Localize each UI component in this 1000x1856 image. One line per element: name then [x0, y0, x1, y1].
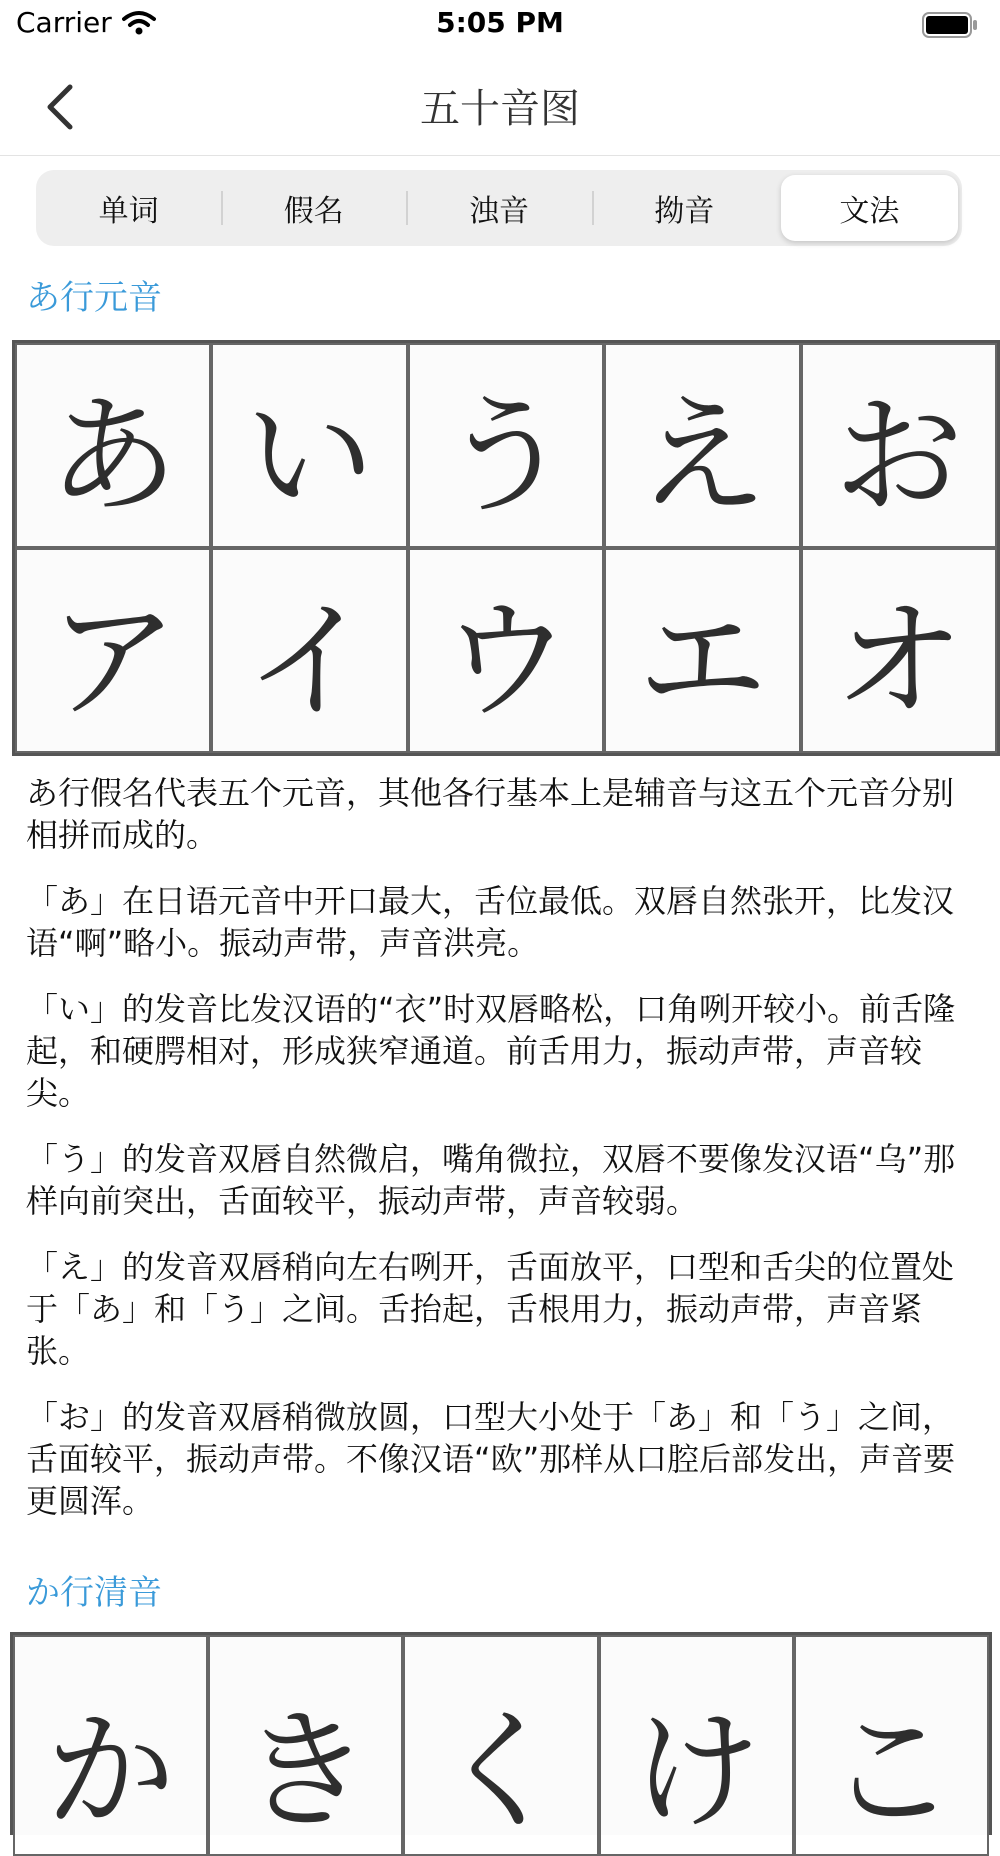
tab-words[interactable]: 单词: [98, 194, 159, 229]
section-title-a-row: あ行元音: [26, 278, 162, 318]
kana-cell: [403, 1635, 598, 1856]
kana-cell: [208, 1635, 403, 1856]
kana-char: く: [435, 1695, 566, 1847]
kana-char: イ: [244, 585, 375, 737]
kana-cell: [408, 343, 604, 548]
page-title: 五十音图: [420, 86, 580, 132]
kana-cell: [211, 343, 407, 548]
tab-youon[interactable]: 拗音: [596, 175, 773, 241]
tab-grammar[interactable]: 文法: [781, 175, 958, 241]
explanation-text: [26, 772, 956, 1546]
tab-voiced[interactable]: 浊音: [410, 175, 587, 241]
tab-kana[interactable]: 假名: [225, 175, 402, 241]
kana-char: け: [631, 1695, 762, 1847]
kana-cell: [604, 343, 800, 548]
kana-char: オ: [833, 585, 964, 737]
kana-char: え: [637, 380, 768, 532]
kana-cell: [15, 343, 211, 548]
kana-cell: [408, 548, 604, 753]
kana-cell: [211, 548, 407, 753]
paragraph: 「あ」在日语元音中开口最大，舌位最低。双唇自然张开，比发汉语“啊”略小。振动声带，声音洪亮。: [26, 882, 955, 962]
kana-stroke-chart-ka-row: [10, 1632, 992, 1847]
kana-char: い: [244, 380, 375, 532]
paragraph: 「い」的发音比发汉语的“衣”时双唇略松，口角咧开较小。前舌隆起，和硬腭相对，形成狭窄通道。前舌用力，振动声带，声音较尖。: [26, 990, 956, 1112]
paragraph: あ行假名代表五个元音，其他各行基本上是辅音与这五个元音分别相拼而成的。: [26, 774, 955, 854]
kana-char: う: [440, 380, 571, 532]
kana-cell: [599, 1635, 794, 1856]
paragraph: 「お」的发音双唇稍微放圆，口型大小处于「あ」和「う」之间，舌面较平，振动声带。不像汉语“欧”那样从口腔后部发出，声音要更圆浑。: [26, 1398, 956, 1520]
kana-char: お: [833, 380, 964, 532]
battery-icon: [922, 12, 978, 42]
kana-char: あ: [48, 380, 179, 532]
paragraph: 「え」的发音双唇稍向左右咧开，舌面放平，口型和舌尖的位置处于「あ」和「う」之间。舌抬起，舌根用力，振动声带，声音紧张。: [26, 1248, 955, 1370]
kana-cell: [801, 548, 997, 753]
kana-char: か: [45, 1695, 176, 1847]
kana-cell: [604, 548, 800, 753]
kana-cell: [801, 343, 997, 548]
kana-cell: [13, 1635, 208, 1856]
segmented-control: [36, 170, 962, 246]
carrier-label: Carrier: [16, 6, 112, 39]
kana-cell: [794, 1635, 989, 1856]
status-bar: [0, 0, 1000, 50]
kana-cell: [15, 548, 211, 753]
kana-char: こ: [826, 1695, 957, 1847]
kana-char: ウ: [440, 585, 571, 737]
navigation-bar: [0, 55, 1000, 156]
kana-char: エ: [637, 585, 768, 737]
kana-char: き: [240, 1695, 371, 1847]
kana-char: ア: [48, 585, 179, 737]
section-title-ka-row: か行清音: [26, 1573, 162, 1613]
kana-stroke-chart-a-row: [12, 340, 1000, 756]
status-time: 5:05 PM: [436, 6, 564, 39]
paragraph: 「う」的发音双唇自然微启，嘴角微拉，双唇不要像发汉语“乌”那样向前突出，舌面较平，振动声带，声音较弱。: [26, 1140, 956, 1220]
